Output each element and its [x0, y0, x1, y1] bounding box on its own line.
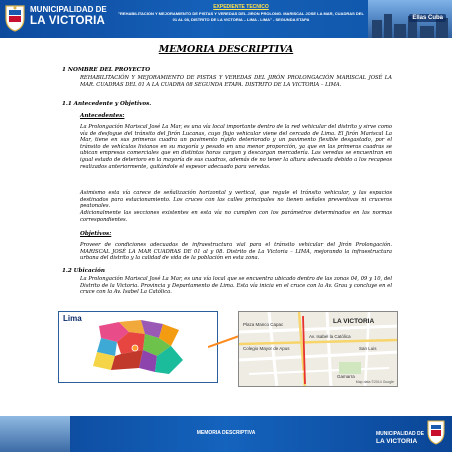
- map-label-la-victoria: LA VICTORIA: [333, 318, 375, 325]
- map-label-gamarra: Gamarra: [337, 374, 355, 379]
- municipality-logo: [4, 3, 114, 35]
- lima-district-map: [58, 311, 218, 383]
- page-footer-banner: [0, 416, 452, 452]
- objetivos-heading: Objetivos:: [80, 231, 112, 237]
- map-label-colegio: Colegio Mayor de Apus: [243, 346, 290, 351]
- municipality-name-line2: LA VICTORIA: [30, 15, 106, 27]
- document-title: MEMORIA DESCRIPTIVA: [158, 44, 294, 55]
- footer-muni-line1: MUNICIPALIDAD DE: [376, 431, 424, 437]
- section1-text: REHABILITACIÓN Y MEJORAMIENTO DE PISTAS Y VEREDAS DEL JIRÓN PROLONGACIÓN MARISCAL JOSÉ LA MAR. CUADRAS DEL 01 A LA CUADRA 08 SEGUNDA ETAPA. DISTRITO DE LA VICTORIA – LIMA.: [80, 75, 392, 88]
- header-title-block: [116, 4, 366, 23]
- section1-heading: 1 NOMBRE DEL PROYECTO: [62, 67, 151, 73]
- map-label-san-luis: San Luis: [359, 346, 377, 351]
- footer-municipality-logo: [376, 419, 446, 449]
- project-title-header: "REHABILITACION Y MEJORAMIENTO DE PISTAS Y VEREDAS DEL JIRON PROLONG. MARISCAL JOSE LA MAR, CUADRAS DEL 01 AL 08, DISTRITO DE LA VICTORIA – LIMA - LIMA" - SEGUNDA ETAPA: [118, 11, 364, 22]
- objetivos-text: Proveer de condiciones adecuadas de infraestructura vial para el tránsito vehicular del Jirón Prolongación. MARISCAL JOSÉ LA MAR CUADRAS DE 01 al y 08. Distrito de La Victoria – LIMA, mejorando la infraestructura urbana del distrito y la calidad de vida de la población en esta zona.: [80, 242, 392, 262]
- section11-heading: 1.1 Antecedente y Objetivos.: [62, 101, 152, 107]
- crest-icon: [4, 4, 26, 32]
- antecedentes-heading: Antecedentes:: [80, 113, 125, 119]
- district-shapes: [59, 312, 218, 383]
- ubicacion-text: La Prolongación Mariscal José La Mar, es una vía local que se encuentra ubicado dentro de las zonas 04, 09 y 10, del Distrito de la Victoria. Provincia y Departamento de Lima. Esta vía inicia en el cruce con la Av. Grau y concluye en el cruce con la Av. Isabel La Católica.: [80, 276, 392, 296]
- expediente-label: EXPEDIENTE TECNICO: [213, 4, 269, 10]
- section12-heading: 1.2 Ubicación: [62, 268, 105, 274]
- antecedentes-paragraph-1: La Prolongación Mariscal José La Mar, es una vía local importante dentro de la red vehicular del distrito y sirve como vía de desfogue del tránsito del Jirón Lucanas, cuyo flujo vehicular viene del cercado de Lima. El Jirón Mariscal La Mar, tiene en sus primeras cuadra un pavimento rígido deteriorado y un pavimento flexible desgastado, por el tránsito de vehículos livianos en su mayoría y pesado en una menor proporción, ya que en las primeras cuadras se ubican empresas comerciales que en distintas horas cargan y descargan mercadería. Las veredas se encuentran en igual estado de deterioro en la mayoría de sus cuadras, además de no tener la altura adecuada debido a los recapeos realizados anteriormente, quitándole el espesor adecuado para veredas.: [80, 124, 392, 170]
- page-header-banner: [0, 0, 452, 38]
- antecedentes-paragraph-2: Asimismo esta vía carece de señalización horizontal y vertical, que regule el tránsito vehicular, y las espacios destinados para estacionamiento. Los cruces con las calles principales no tienen señales preventivas ni cruceros peatonales.: [80, 190, 392, 210]
- antecedentes-paragraph-3: Adicionalmente las secciones existentes en esta vía no cumplen con los parámetros determinados en las normas correspondientes.: [80, 210, 392, 223]
- footer-crest-icon: [426, 419, 446, 445]
- map-label-plaza: Plaza Manco Capac: [243, 322, 284, 327]
- footer-muni-line2: LA VICTORIA: [376, 438, 418, 445]
- map-credit: Map data ©2014 Google: [355, 380, 394, 384]
- city-photo: [368, 0, 452, 38]
- lima-map-label: Lima: [63, 314, 82, 323]
- street-map: [238, 311, 398, 387]
- municipality-name-line1: MUNICIPALIDAD DE: [30, 5, 107, 14]
- brand-badge: Ellas Cuba: [409, 14, 446, 22]
- footer-label: MEMORIA DESCRIPTIVA: [196, 430, 256, 436]
- location-map-figure: [58, 311, 398, 387]
- map-label-av-isabel: Av. Isabel la Católica: [309, 334, 351, 339]
